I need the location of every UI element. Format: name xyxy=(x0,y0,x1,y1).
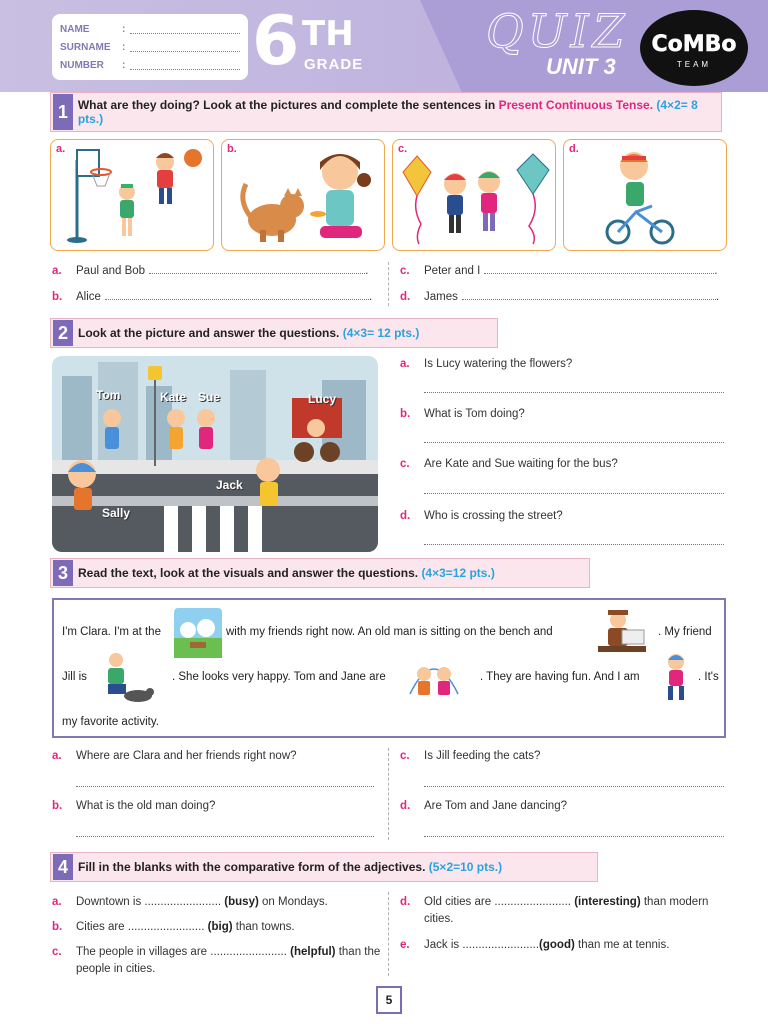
q1-answer-c[interactable] xyxy=(484,264,714,274)
section-1-number: 1 xyxy=(53,94,73,130)
surname-field[interactable] xyxy=(130,42,240,52)
section-3-number: 3 xyxy=(53,560,73,586)
section-2-points: (4×3= 12 pts.) xyxy=(342,326,420,340)
q1-answer-a[interactable] xyxy=(149,264,365,274)
surname-label: SURNAME xyxy=(60,41,111,53)
section-3-points: (4×3=12 pts.) xyxy=(421,566,495,580)
reading-line-2d: . It's xyxy=(698,671,719,683)
q4-item-e: e. Jack is ........................(good) than me at tennis. xyxy=(400,939,670,951)
feeding-cat-illustration xyxy=(222,140,385,251)
q4-blank-a[interactable]: ........................ xyxy=(144,896,222,908)
q1-item-c: c. Peter and I . xyxy=(400,265,718,277)
grade-number: 6 xyxy=(252,2,300,81)
q2-question-c: c. Are Kate and Sue waiting for the bus? xyxy=(400,458,618,470)
q3-question-d: d. Are Tom and Jane dancing? xyxy=(400,800,567,812)
girl-with-dog-picture xyxy=(94,650,154,704)
park-picture xyxy=(174,608,222,658)
reading-line-2b: . She looks very happy. Tom and Jane are xyxy=(172,671,386,683)
section-4-number: 4 xyxy=(53,854,73,880)
basketball-illustration xyxy=(51,140,214,251)
q4-blank-d[interactable]: ........................ xyxy=(494,896,571,908)
reading-line-1c: . My friend xyxy=(658,626,712,638)
q4-item-c: c. The people in villages are ........................ (helpful) than the people in cities. xyxy=(52,946,381,975)
name-row: NAME : xyxy=(60,20,240,38)
q2-answer-c[interactable] xyxy=(424,484,724,494)
q4-blank-c[interactable]: ........................ xyxy=(210,946,287,958)
street-scene-illustration xyxy=(52,356,378,552)
q2-question-b: b. What is Tom doing? xyxy=(400,408,525,420)
q4-blank-b[interactable]: ........................ xyxy=(127,921,205,933)
section-1-header xyxy=(50,92,722,132)
section-2-header xyxy=(50,318,498,348)
picture-a-basketball: a. xyxy=(50,139,214,251)
grade-suffix: TH xyxy=(302,14,354,54)
reading-line-2a: Jill is xyxy=(62,671,87,683)
street-scene-picture xyxy=(52,356,378,552)
q3-answer-b[interactable] xyxy=(76,827,374,837)
q1-column-divider xyxy=(388,262,389,306)
picture-b-feeding-cat: b. xyxy=(221,139,385,251)
old-man-reading-picture xyxy=(594,606,650,660)
picture-c-flying-kites: c. xyxy=(392,139,556,251)
reading-line-1a: I'm Clara. I'm at the xyxy=(62,626,161,638)
q2-answer-d[interactable] xyxy=(424,535,724,545)
grade-word: GRADE xyxy=(304,56,364,73)
q2-question-d: d. Who is crossing the street? xyxy=(400,510,563,522)
q3-answer-d[interactable] xyxy=(424,827,724,837)
kids-jumping-rope-picture xyxy=(404,650,464,704)
name-label: NAME xyxy=(60,23,90,35)
section-1-points: (4×2= 8 pts.) xyxy=(77,98,698,126)
q2-answer-a[interactable] xyxy=(424,383,724,393)
q1-item-d: d. James . xyxy=(400,291,720,303)
kites-illustration xyxy=(393,140,556,251)
section-1-highlight: Present Continuous Tense. xyxy=(498,98,654,112)
q3-question-c: c. Is Jill feeding the cats? xyxy=(400,750,541,762)
scene-label-jack: Jack xyxy=(216,478,243,492)
name-field[interactable] xyxy=(130,24,240,34)
number-field[interactable] xyxy=(130,60,240,70)
q4-item-d: d. Old cities are ........................ (interesting) than modern cities. xyxy=(400,896,709,925)
combo-team-logo xyxy=(640,10,748,86)
section-4-instruction: Fill in the blanks with the comparative form of the adjectives. (5×2=10 pts.) xyxy=(78,860,503,874)
scene-label-kate: Kate xyxy=(160,390,187,404)
scene-label-sue: Sue xyxy=(198,390,221,404)
reading-text-box xyxy=(52,598,726,738)
quiz-title: QUIZ xyxy=(486,4,629,58)
scene-label-lucy: Lucy xyxy=(308,392,337,406)
reading-line-3: my favorite activity. xyxy=(62,716,159,728)
q4-column-divider xyxy=(388,892,389,976)
q4-blank-e[interactable]: ........................ xyxy=(462,939,540,951)
page-number: 5 xyxy=(376,986,402,1014)
girl-skating-picture xyxy=(656,650,696,704)
q3-answer-a[interactable] xyxy=(76,777,374,787)
section-2-number: 2 xyxy=(53,320,73,346)
number-label: NUMBER xyxy=(60,59,104,71)
logo-main-text: CoMBo xyxy=(651,32,737,57)
q1-answer-b[interactable] xyxy=(105,290,369,300)
bike-illustration xyxy=(564,140,727,251)
page-header xyxy=(0,0,768,92)
q3-answer-c[interactable] xyxy=(424,777,724,787)
surname-row: SURNAME : xyxy=(60,38,240,56)
q3-column-divider xyxy=(388,748,389,840)
q3-question-b: b. What is the old man doing? xyxy=(52,800,216,812)
section-4-header xyxy=(50,852,598,882)
scene-label-tom: Tom xyxy=(96,388,121,402)
reading-line-1b: with my friends right now. An old man is sitting on the bench and xyxy=(226,626,553,638)
q2-question-a: a. Is Lucy watering the flowers? xyxy=(400,358,573,370)
logo-sub-text: TEAM xyxy=(676,60,712,69)
q1-answer-d[interactable] xyxy=(462,290,716,300)
section-2-instruction: Look at the picture and answer the questions. (4×3= 12 pts.) xyxy=(78,326,420,340)
scene-label-sally: Sally xyxy=(102,506,131,520)
student-info-box xyxy=(52,14,248,80)
number-row: NUMBER : xyxy=(60,56,240,74)
q1-item-b: b. Alice . xyxy=(52,291,373,303)
picture-d-riding-bike: d. xyxy=(563,139,727,251)
reading-line-2c: . They are having fun. And I am xyxy=(480,671,640,683)
section-3-header xyxy=(50,558,590,588)
unit-title: UNIT 3 xyxy=(546,54,616,79)
q4-item-a: a. Downtown is ........................ (busy) on Mondays. xyxy=(52,896,328,908)
q1-item-a: a. Paul and Bob . xyxy=(52,265,369,277)
section-1-instruction: What are they doing? Look at the pictures and complete the sentences in Present Continuous Tense. (4×2= 8 pts.) xyxy=(77,98,698,126)
q3-question-a: a. Where are Clara and her friends right now? xyxy=(52,750,297,762)
section-3-instruction: Read the text, look at the visuals and answer the questions. (4×3=12 pts.) xyxy=(78,566,495,580)
section-4-points: (5×2=10 pts.) xyxy=(428,860,503,874)
q4-item-b: b. Cities are ........................ (big) than towns. xyxy=(52,921,295,933)
q2-answer-b[interactable] xyxy=(424,433,724,443)
